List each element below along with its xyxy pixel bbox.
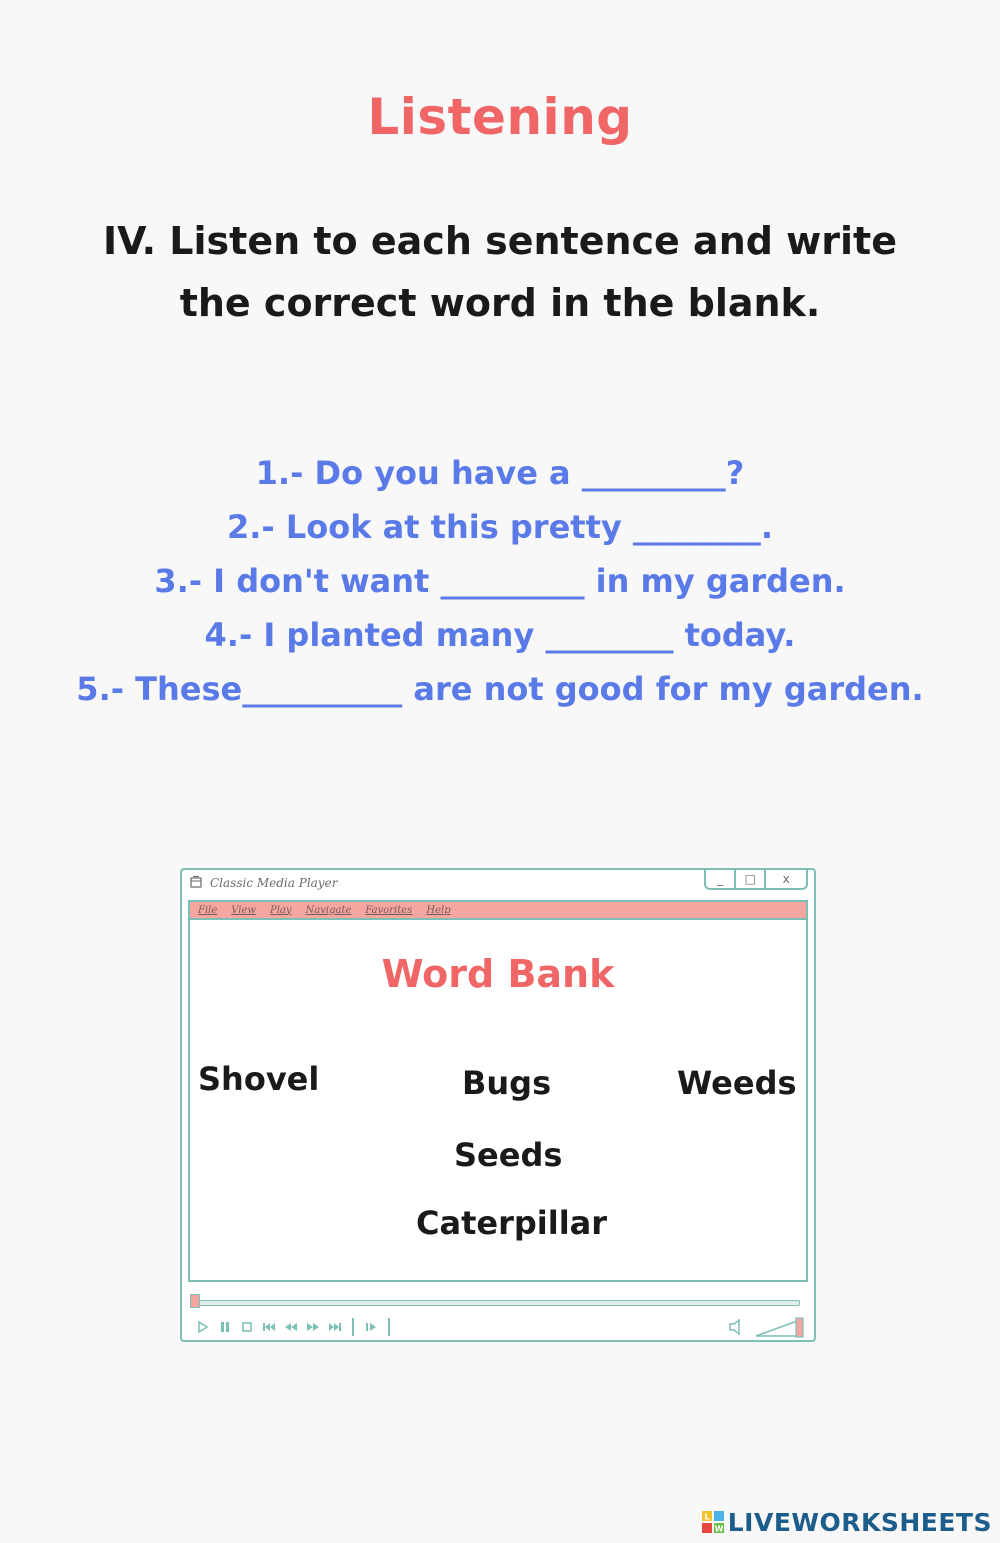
sentence-3 [0,554,1000,608]
skip-forward-icon [328,1321,342,1333]
minimize-button[interactable]: _ [706,870,736,888]
sentence-2 [0,500,1000,554]
sentence-1-text: 1.- Do you have a [255,454,582,492]
sentence-5-end: are not good for my garden. [402,670,924,708]
pause-button[interactable] [214,1317,236,1337]
stop-icon [241,1321,253,1333]
liveworksheets-logo-icon [702,1511,724,1533]
sentence-3-end: in my garden. [584,562,846,600]
sentence-5 [0,662,1000,716]
menu-navigate[interactable]: Navigate [305,904,352,916]
blank-1[interactable]: _________ [581,454,726,492]
fast-forward-button[interactable] [302,1317,324,1337]
controls-divider [352,1318,354,1336]
word-bugs: Bugs [462,1064,552,1102]
word-shovel: Shovel [198,1060,320,1098]
player-title: Classic Media Player [210,876,338,890]
menu-file[interactable]: File [198,904,218,916]
logo-letter-w: W [714,1524,724,1533]
step-icon [365,1321,377,1333]
word-caterpillar: Caterpillar [416,1204,608,1242]
word-seeds: Seeds [454,1136,563,1174]
player-titlebar [182,870,814,896]
liveworksheets-logo [702,1505,992,1539]
previous-button[interactable] [258,1317,280,1337]
blank-5[interactable]: __________ [242,670,403,708]
page-title: Listening [367,88,633,146]
stop-button[interactable] [236,1317,258,1337]
sentence-4-end: today. [673,616,796,654]
sentence-3-text: 3.- I don't want [154,562,441,600]
controls-divider [388,1318,390,1336]
volume-slider[interactable] [754,1316,806,1338]
brand-name: LIVEWORKSHEETS [727,1507,992,1537]
step-button[interactable] [360,1317,382,1337]
menu-bar [188,900,808,920]
menu-view[interactable]: View [231,904,256,916]
media-player-window [180,868,816,1342]
volume-icon[interactable] [728,1318,744,1336]
sentence-4 [0,608,1000,662]
seek-bar[interactable] [194,1300,800,1306]
menu-favorites[interactable]: Favorites [365,904,413,916]
sentence-1 [0,446,1000,500]
play-button[interactable] [192,1317,214,1337]
fast-forward-icon [306,1321,320,1333]
pause-icon [219,1321,231,1333]
instructions [0,210,1000,334]
rewind-button[interactable] [280,1317,302,1337]
media-player-icon [190,876,202,888]
close-button[interactable]: x [782,872,790,886]
blank-4[interactable]: ________ [545,616,674,654]
maximize-button[interactable]: □ [736,870,766,888]
skip-back-icon [262,1321,276,1333]
menu-help[interactable]: Help [426,904,451,916]
word-bank-panel [188,920,808,1282]
sentence-2-end: . [760,508,774,546]
logo-letter-l: L [704,1512,710,1522]
rewind-icon [284,1321,298,1333]
instructions-line-2: the correct word in the blank. [179,281,821,325]
word-weeds: Weeds [677,1064,797,1102]
word-bank-title: Word Bank [381,952,615,996]
sentence-list [0,446,1000,716]
blank-3[interactable]: _________ [440,562,585,600]
sentence-5-text: 5.- These [76,670,243,708]
next-button[interactable] [324,1317,346,1337]
sentence-4-text: 4.- I planted many [204,616,546,654]
menu-play[interactable]: Play [270,904,292,916]
window-controls [704,870,808,890]
sentence-2-text: 2.- Look at this pretty [226,508,633,546]
sentence-1-end: ? [725,454,745,492]
seek-handle[interactable] [190,1294,200,1308]
blank-2[interactable]: ________ [632,508,761,546]
playback-controls [192,1316,396,1338]
play-icon [197,1321,209,1333]
instructions-line-1: IV. Listen to each sentence and write [102,219,897,263]
